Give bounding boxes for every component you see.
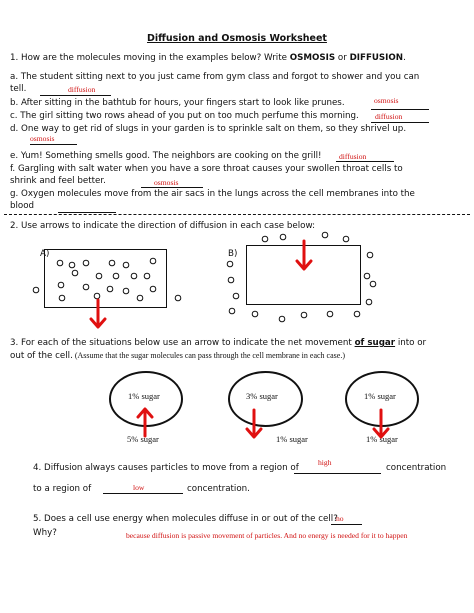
q2-label-b: B) [228, 249, 238, 259]
q1a-line1: a. The student sitting next to you just came from gym class and forgot to shower and you can [10, 72, 420, 82]
q2-label-a: A) [40, 249, 50, 259]
q1g-line1: g. Oxygen molecules move from the air sacs in the lungs across the cell membranes into the [10, 189, 415, 199]
q1e-text: e. Yum! Something smells good. The neighbors are cooking on the grill! [10, 151, 322, 161]
q1f-line1: f. Gargling with salt water when you have a sore throat causes your swollen throat cells to [10, 164, 403, 174]
q5-line2: Why? [33, 528, 57, 538]
q4-line2: to a region of [33, 484, 92, 494]
outside-b-particles [227, 232, 376, 322]
q1a-line2: tell. [10, 84, 27, 94]
q1c-text: c. The girl sitting two rows ahead of you put on too much perfume this morning. [10, 111, 359, 121]
q1-prompt: 1. How are the molecules moving in the examples below? Write OSMOSIS or DIFFUSION. [10, 53, 406, 63]
q1f-answer: osmosis [154, 178, 179, 187]
q1e-answer: diffusion [339, 152, 367, 161]
arrow-cell-1-answer [138, 409, 152, 436]
q1b-text: b. After sitting in the bathtub for hours, your fingers start to look like prunes. [10, 98, 345, 108]
q4-line2-end: concentration. [187, 484, 250, 494]
q5-answer: no [336, 514, 344, 523]
q3-line1: 3. For each of the situations below use an arrow to indicate the net movement of sugar into or [10, 338, 427, 348]
q4-answer-1: high [318, 458, 332, 467]
q1b-answer: osmosis [374, 96, 399, 105]
q4-line1-end: concentration [386, 463, 447, 473]
q1g-line2: blood [10, 201, 35, 211]
worksheet-title: Diffusion and Osmosis Worksheet [147, 33, 327, 44]
q4-line1: 4. Diffusion always causes particles to move from a region of [33, 463, 299, 473]
cell-1-outside: 5% sugar [127, 434, 159, 444]
cell-3-outside: 1% sugar [366, 434, 398, 444]
box-a-particles [57, 258, 156, 301]
cell-2-inside: 3% sugar [246, 391, 278, 401]
q2-prompt: 2. Use arrows to indicate the direction of diffusion in each case below: [10, 221, 316, 231]
q1d-answer: osmosis [30, 134, 55, 143]
q1d-text: d. One way to get rid of slugs in your garden is to sprinkle salt on them, so they shrivel up. [10, 124, 407, 134]
arrow-cell-3-answer [374, 410, 388, 437]
arrow-a-answer [91, 300, 105, 327]
q1a-answer: diffusion [68, 85, 96, 94]
arrow-cell-2-answer [247, 410, 261, 437]
q1f-line2: shrink and feel better. [10, 176, 106, 186]
q5-line1: 5. Does a cell use energy when molecules diffuse in or out of the cell? [33, 514, 338, 524]
arrow-b-answer [297, 241, 311, 269]
q4-answer-2: low [133, 483, 145, 492]
q5-why-answer: because diffusion is passive movement of particles. And no energy is needed for it to happen [126, 531, 408, 540]
cell-3-inside: 1% sugar [364, 391, 396, 401]
q3-line2: out of the cell. (Assume that the sugar molecules can pass through the cell membrane in each case.) [10, 351, 345, 361]
q1c-answer: diffusion [375, 112, 403, 121]
cell-1-inside: 1% sugar [128, 391, 160, 401]
cell-2-outside: 1% sugar [276, 434, 308, 444]
